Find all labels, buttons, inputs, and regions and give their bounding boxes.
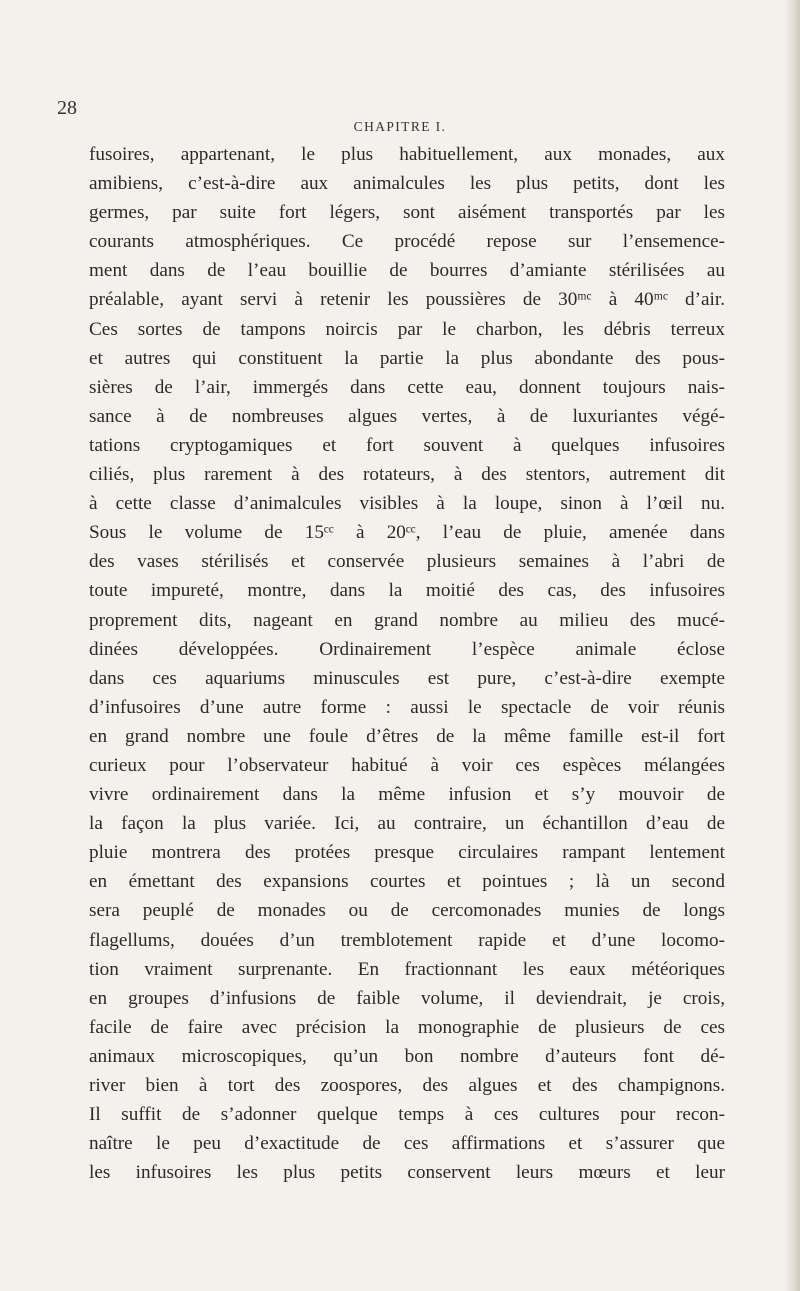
text-line: facile de faire avec précision la monographie de plusieurs de ces — [89, 1016, 725, 1038]
text-line: river bien à tort des zoospores, des algues et des champignons. — [89, 1075, 725, 1096]
text-line: vivre ordinairement dans la même infusion et s’y mouvoir de — [89, 784, 725, 806]
text-line: en grand nombre une foule d’êtres de la même famille est-il fort — [89, 725, 725, 747]
text-line: fusoires, appartenant, le plus habituellement, aux monades, aux — [89, 144, 725, 165]
text-line: germes, par suite fort légers, sont aisément transportés par les — [89, 202, 725, 224]
text-line: toute impureté, montre, dans la moitié des cas, des infusoires — [89, 580, 725, 602]
text-line: la façon la plus variée. Ici, au contraire, un échantillon d’eau de — [89, 813, 725, 835]
running-head: CHAPITRE I. — [353, 119, 447, 134]
page-number: 28 — [57, 97, 77, 119]
text-line: dans ces aquariums minuscules est pure, c’est-à-dire exempte — [89, 667, 725, 689]
text-line: et autres qui constituent la partie la plus abondante des pous- — [89, 347, 725, 369]
text-line: en groupes d’infusions de faible volume, il deviendrait, je crois, — [89, 987, 725, 1009]
text-line: animaux microscopiques, qu’un bon nombre d’auteurs font dé- — [89, 1045, 725, 1067]
text-line: Ces sortes de tampons noircis par le charbon, les débris terreux — [89, 318, 725, 340]
text-line: ciliés, plus rarement à des rotateurs, à des stentors, autrement dit — [89, 464, 725, 486]
text-line: des vases stérilisés et conservée plusieurs semaines à l’abri de — [89, 551, 725, 573]
page-edge-shadow — [784, 0, 800, 1291]
text-line: Il suffit de s’adonner quelque temps à ces cultures pour recon- — [89, 1104, 725, 1126]
text-line: préalable, ayant servi à retenir les poussières de 30ᵐᶜ à 40ᵐᶜ d’air. — [89, 289, 725, 311]
text-line: flagellums, douées d’un tremblotement rapide et d’une locomo- — [89, 929, 725, 951]
body-text — [89, 140, 725, 1187]
text-line: curieux pour l’observateur habitué à voir ces espèces mélangées — [89, 754, 725, 776]
text-line: amibiens, c’est-à-dire aux animalcules les plus petits, dont les — [89, 173, 725, 195]
text-line: en émettant des expansions courtes et pointues ; là un second — [89, 871, 725, 893]
text-line: tations cryptogamiques et fort souvent à quelques infusoires — [89, 434, 725, 456]
text-line: proprement dits, nageant en grand nombre au milieu des mucé- — [89, 609, 725, 631]
text-line: pluie montrera des protées presque circulaires rampant lentement — [89, 842, 725, 864]
text-line: sance à de nombreuses algues vertes, à de luxuriantes végé- — [89, 405, 725, 427]
text-line: d’infusoires d’une autre forme : aussi le spectacle de voir réunis — [89, 696, 725, 718]
text-line: naître le peu d’exactitude de ces affirmations et s’assurer que — [89, 1133, 725, 1155]
text-line: ment dans de l’eau bouillie de bourres d’amiante stérilisées au — [89, 260, 725, 282]
text-line: tion vraiment surprenante. En fractionnant les eaux météoriques — [89, 958, 725, 980]
text-line: dinées développées. Ordinairement l’espèce animale éclose — [89, 638, 725, 660]
text-line: Sous le volume de 15ᶜᶜ à 20ᶜᶜ, l’eau de pluie, amenée dans — [89, 522, 725, 544]
text-line: sières de l’air, immergés dans cette eau, donnent toujours nais- — [89, 376, 725, 398]
text-line: courants atmosphériques. Ce procédé repose sur l’ensemence- — [89, 231, 725, 253]
text-line: à cette classe d’animalcules visibles à la loupe, sinon à l’œil nu. — [89, 493, 725, 515]
text-line: les infusoires les plus petits conservent leurs mœurs et leur — [89, 1162, 725, 1184]
text-line: sera peuplé de monades ou de cercomonades munies de longs — [89, 900, 725, 922]
